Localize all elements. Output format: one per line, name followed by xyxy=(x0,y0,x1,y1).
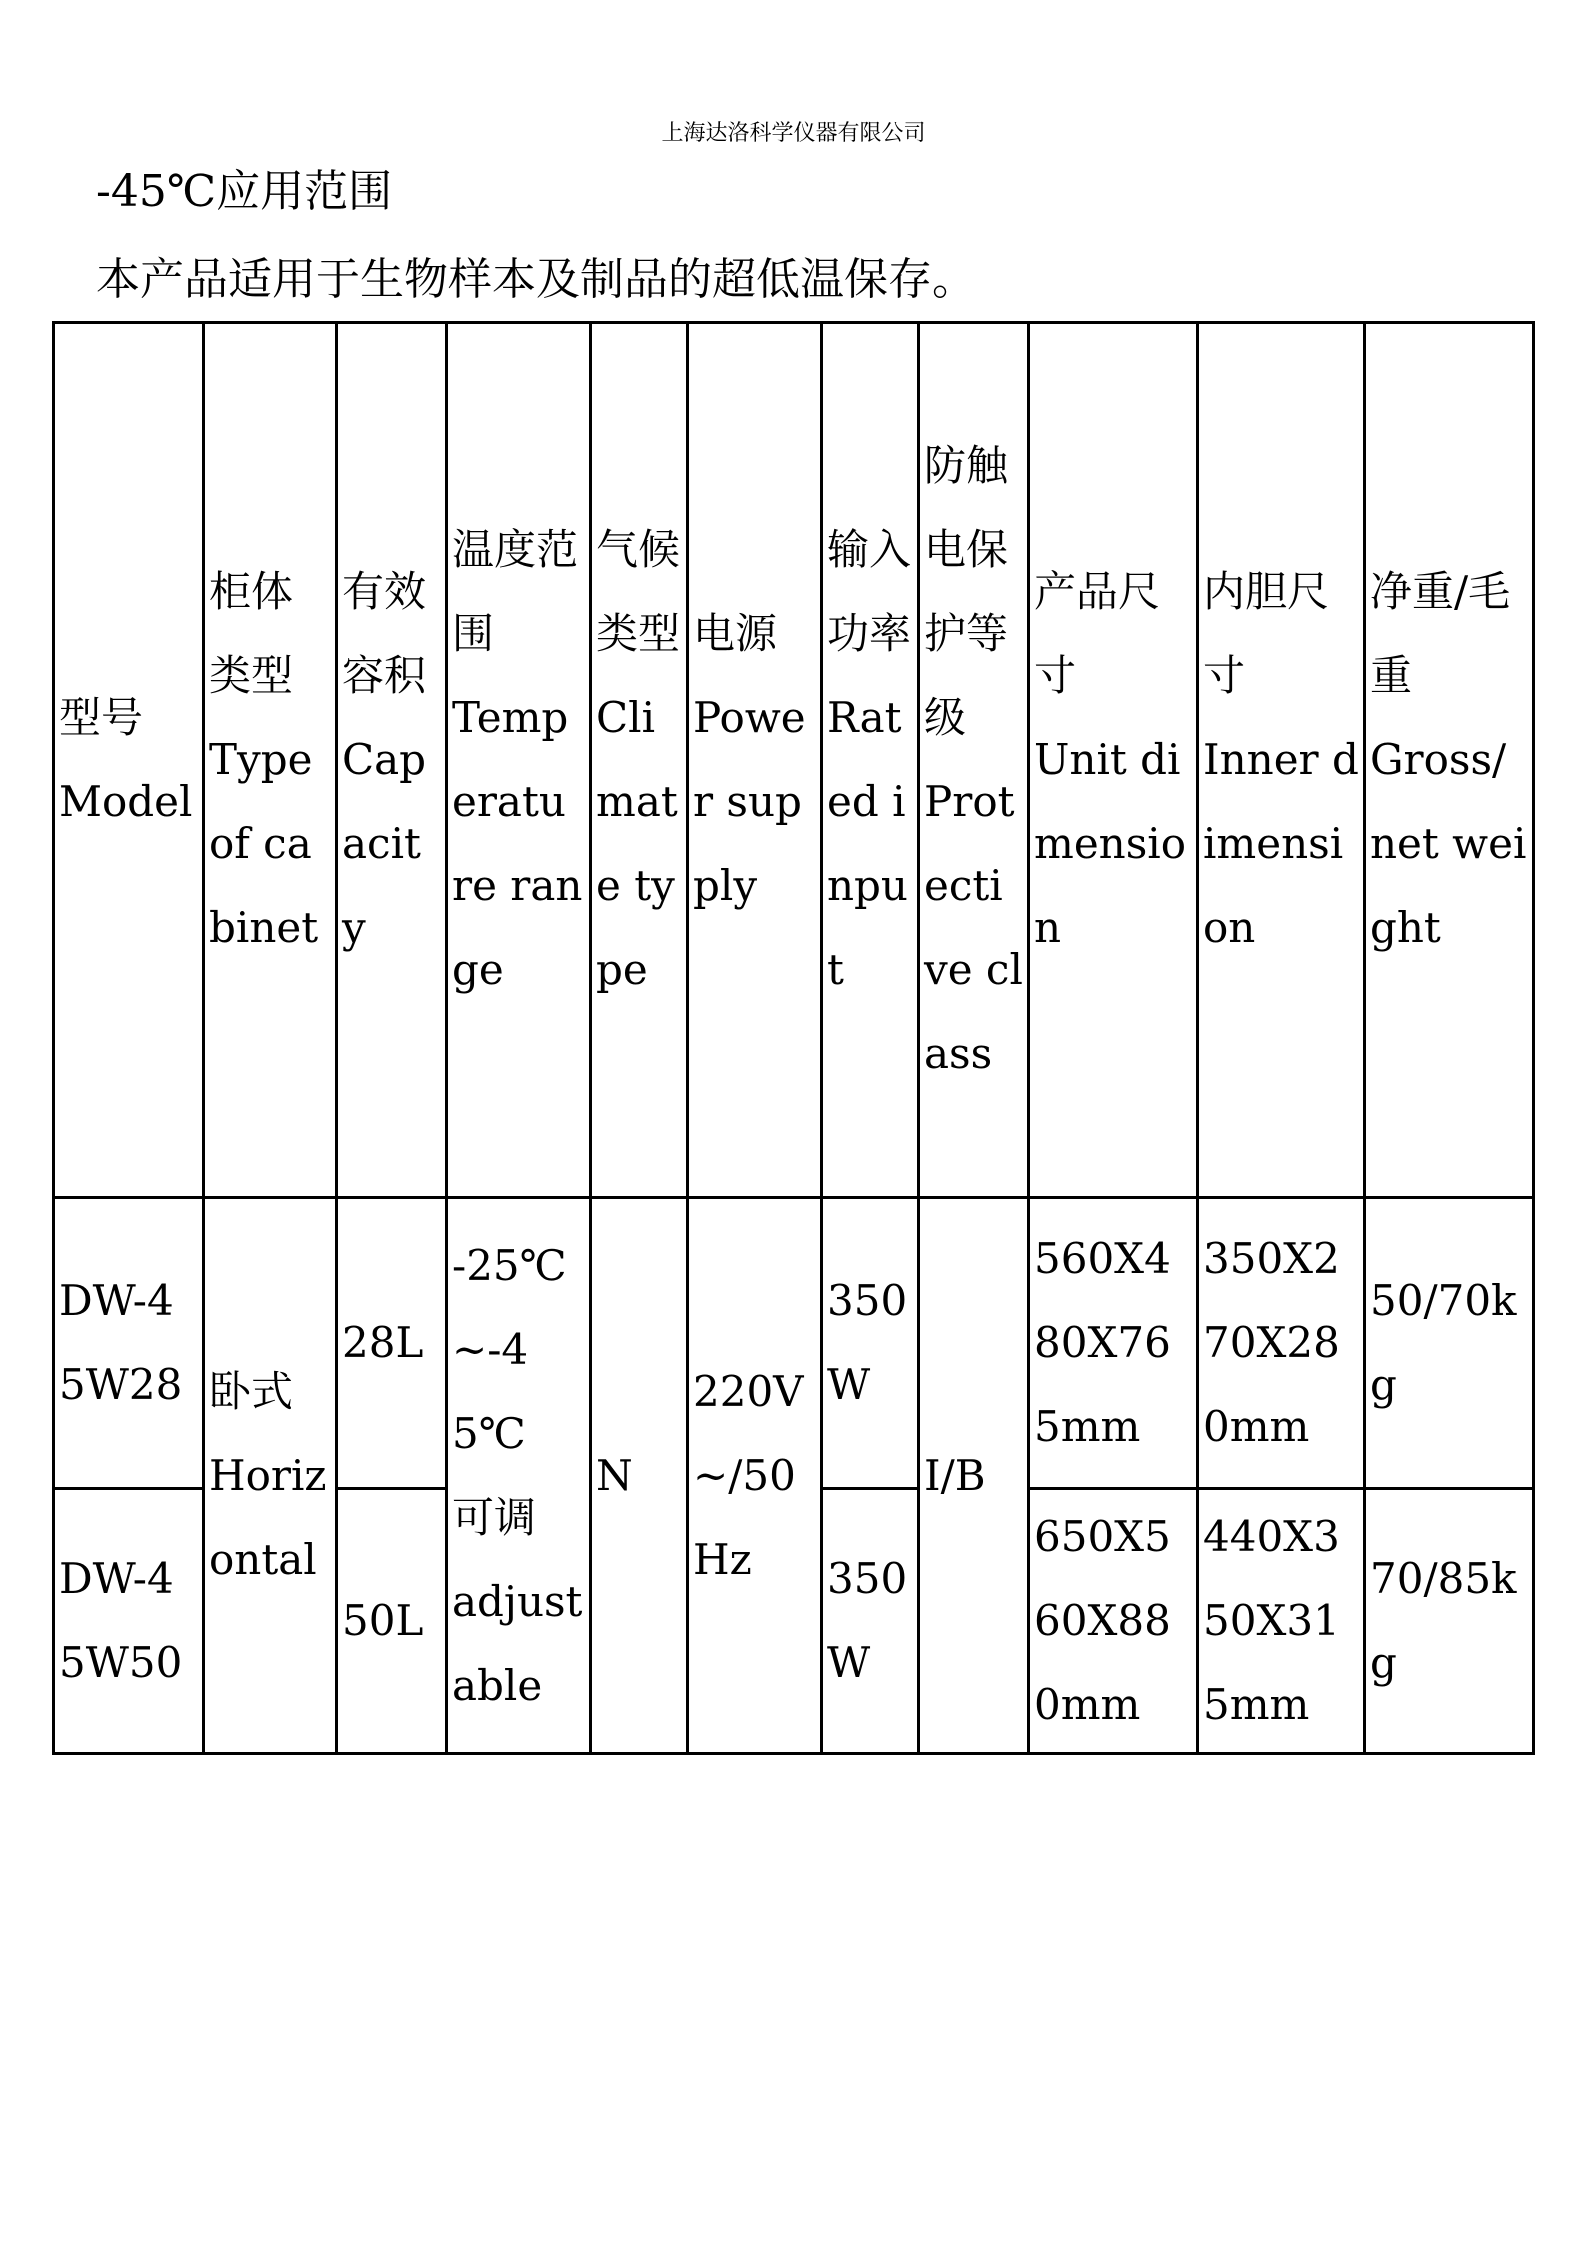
table-row xyxy=(54,1198,1534,1489)
cell-temperature-range: -25℃~-45℃ 可调 adjustable xyxy=(447,1198,591,1754)
cell-model: DW-45W28 xyxy=(54,1198,204,1489)
header-cell-rated-input: 输入功率 Rated input xyxy=(822,323,919,1198)
cell-unit-dimension: 650X560X880mm xyxy=(1029,1489,1198,1754)
cell-weight: 70/85kg xyxy=(1365,1489,1534,1754)
cell-rated-input: 350W xyxy=(822,1489,919,1754)
header-cell-weight: 净重/毛重 Gross/net weight xyxy=(1365,323,1534,1198)
cell-unit-dimension: 560X480X765mm xyxy=(1029,1198,1198,1489)
spec-table xyxy=(52,321,1535,1755)
cell-weight: 50/70kg xyxy=(1365,1198,1534,1489)
header-cell-cabinet-type: 柜体类型 Type of cabinet xyxy=(204,323,337,1198)
header-cell-power-supply: 电源 Power supply xyxy=(688,323,822,1198)
header-cell-inner-dimension: 内胆尺寸 Inner dimension xyxy=(1198,323,1365,1198)
cell-climate-type: N xyxy=(591,1198,688,1754)
page-header-company: 上海达洛科学仪器有限公司 xyxy=(661,121,926,146)
cell-capacity: 28L xyxy=(337,1198,447,1489)
header-cell-protective-class: 防触电保护等级 Protective class xyxy=(919,323,1029,1198)
header-cell-model: 型号 Model xyxy=(54,323,204,1198)
section-title: -45℃应用范围 xyxy=(96,166,393,217)
header-cell-capacity: 有效容积 Capacity xyxy=(337,323,447,1198)
cell-cabinet-type: 卧式 Horizontal xyxy=(204,1198,337,1754)
cell-capacity: 50L xyxy=(337,1489,447,1754)
cell-rated-input: 350W xyxy=(822,1198,919,1489)
header-cell-unit-dimension: 产品尺寸 Unit dimension xyxy=(1029,323,1198,1198)
cell-inner-dimension: 440X350X315mm xyxy=(1198,1489,1365,1754)
cell-model: DW-45W50 xyxy=(54,1489,204,1754)
header-cell-climate-type: 气候类型 Climate type xyxy=(591,323,688,1198)
header-cell-temperature-range: 温度范围 Temperature range xyxy=(447,323,591,1198)
table-header-row xyxy=(54,323,1534,1198)
cell-protective-class: I/B xyxy=(919,1198,1029,1754)
cell-power-supply: 220V~/50Hz xyxy=(688,1198,822,1754)
intro-text: 本产品适用于生物样本及制品的超低温保存。 xyxy=(96,254,976,305)
cell-inner-dimension: 350X270X280mm xyxy=(1198,1198,1365,1489)
